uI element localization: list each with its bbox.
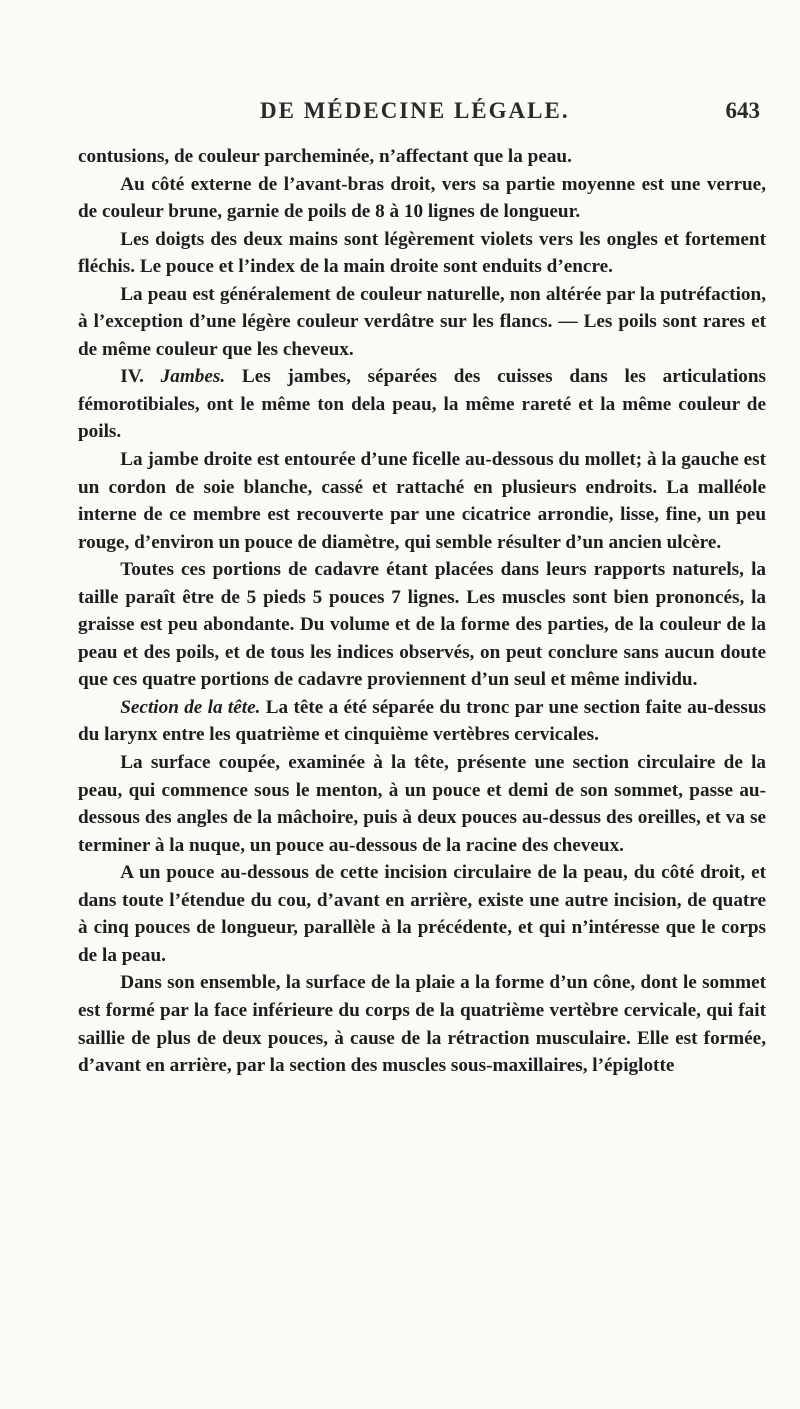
paragraph-text: La surface coupée, examinée à la tête, présente une section circulaire de la peau, qui commence sous le menton, à un pouce et demi de son sommet, passe au-dessous des angles de la mâchoire, puis à deux pouces au-dessus des oreilles, et va se terminer à la nuque, un pouce au-dessous de la racine des cheveux. [78, 752, 766, 856]
section-heading: Section de la tête. [120, 696, 261, 718]
paragraph [78, 749, 766, 859]
body-text [78, 143, 766, 1080]
paragraph-text: La tête a été séparée du tronc par une section faite au-dessus du larynx entre les quatrième et cinquième vertèbres cervicales. [78, 696, 766, 746]
paragraph [78, 281, 766, 364]
running-title: DE MÉDECINE LÉGALE. [260, 98, 570, 123]
paragraph [78, 363, 766, 446]
paragraph [78, 694, 766, 749]
section-number: IV. [120, 366, 161, 388]
paragraph [78, 171, 766, 226]
paragraph [78, 226, 766, 281]
paragraph [78, 143, 766, 171]
paragraph [78, 446, 766, 556]
paragraph-text: Au côté externe de l’avant-bras droit, vers sa partie moyenne est une verrue, de couleur brune, garnie de poils de 8 à 10 lignes de longueur. [78, 173, 766, 223]
paragraph [78, 969, 766, 1079]
section-heading: Jambes. [160, 366, 226, 388]
paragraph [78, 556, 766, 694]
paragraph-text: Toutes ces portions de cadavre étant placées dans leurs rapports naturels, la taille paraît être de 5 pieds 5 pouces 7 lignes. Les muscles sont bien prononcés, la graisse est peu abondante. Du volume et de la forme des parties, de la couleur de la peau et des poils, et de tous les indices observés, on peut conclure sans aucun doute que ces quatre portions de cadavre proviennent d’un seul et même individu. [78, 559, 766, 691]
paragraph-text: Dans son ensemble, la surface de la plaie a la forme d’un cône, dont le sommet est formé par la face inférieure du corps de la quatrième vertèbre cervicale, qui fait saillie de plus de deux pouces, à cause de la rétraction musculaire. Elle est formée, d’avant en arrière, par la section des muscles sous-maxillaires, l’épiglotte [78, 972, 766, 1077]
paragraph-text: Les doigts des deux mains sont légèrement violets vers les ongles et fortement fléchis. Le pouce et l’index de la main droite sont enduits d’encre. [78, 228, 766, 278]
page-number: 643 [725, 98, 760, 123]
paragraph-text: La peau est généralement de couleur naturelle, non altérée par la putréfaction, à l’exception d’une légère couleur verdâtre sur les flancs. — Les poils sont rares et de même couleur que les cheveux. [78, 283, 766, 360]
paragraph [78, 859, 766, 969]
paragraph-text: A un pouce au-dessous de cette incision circulaire de la peau, du côté droit, et dans toute l’étendue du cou, d’avant en arrière, existe une autre incision, de quatre à cinq pouces de longueur, parallèle à la précédente, et qui n’intéresse que le corps de la peau. [78, 862, 766, 966]
paragraph-text: contusions, de couleur parcheminée, n’affectant que la peau. [78, 146, 572, 167]
running-header [70, 98, 760, 128]
paragraph-text: La jambe droite est entourée d’une ficelle au-dessous du mollet; à la gauche est un cordon de soie blanche, cassé et rattaché en plusieurs endroits. La malléole interne de ce membre est recouverte par une cicatrice arrondie, lisse, fine, un peu rouge, d’environ un pouce de diamètre, qui semble résulter d’un ancien ulcère. [78, 449, 766, 553]
paragraph-text: Les jambes, séparées des cuisses dans les articulations fémorotibiales, ont le même ton dela peau, la même rareté et la même couleur de poils. [78, 366, 766, 443]
